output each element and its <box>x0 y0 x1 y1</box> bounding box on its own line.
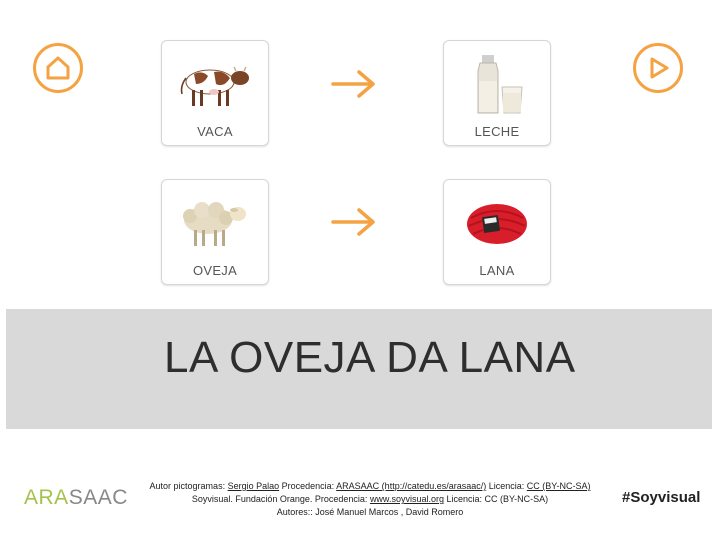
arasaac-logo <box>24 486 128 510</box>
credit-label: Licencia: CC (BY-NC-SA) <box>443 494 549 504</box>
home-button[interactable] <box>33 43 83 93</box>
play-icon <box>644 54 672 82</box>
milk-icon <box>452 51 542 117</box>
arrow-right-icon <box>331 69 377 99</box>
credit-label: Procedencia: <box>279 481 337 491</box>
license-link[interactable]: CC (BY-NC-SA) <box>526 481 591 491</box>
soyvisual-logo: #Soyvisual <box>622 489 701 506</box>
source-link[interactable]: ARASAAC (http://catedu.es/arasaac/) <box>336 481 487 491</box>
credit-label: Soyvisual. Fundación Orange. Procedencia: <box>191 494 370 504</box>
card-label-oveja: OVEJA <box>192 263 238 278</box>
home-icon <box>44 54 72 82</box>
cow-icon <box>170 51 260 117</box>
sentence-banner <box>6 309 712 429</box>
card-label-leche: LECHE <box>474 124 520 139</box>
credit-label: Autor pictogramas: <box>149 481 228 491</box>
card-label-lana: LANA <box>479 263 515 278</box>
author-link[interactable]: Sergio Palao <box>227 481 280 491</box>
sentence-text: LA OVEJA DA LANA <box>164 333 576 382</box>
credits-line-3: Autores:: José Manuel Marcos , David Romero <box>276 507 464 517</box>
card-leche[interactable] <box>443 40 551 146</box>
soyvisual-site-link[interactable]: www.soyvisual.org <box>369 494 444 504</box>
card-label-vaca: VACA <box>197 124 233 139</box>
card-vaca[interactable] <box>161 40 269 146</box>
arasaac-logo-part1: ARA <box>24 486 69 509</box>
credits-line-2 <box>120 493 620 506</box>
yarn-icon <box>452 190 542 256</box>
play-button[interactable] <box>633 43 683 93</box>
sheep-icon <box>170 190 260 256</box>
card-oveja[interactable] <box>161 179 269 285</box>
card-lana[interactable] <box>443 179 551 285</box>
arrow-right-icon <box>331 207 377 237</box>
arasaac-logo-part2: SAAC <box>68 486 128 509</box>
credits-line-1 <box>120 480 620 493</box>
credits-text <box>120 480 620 519</box>
credit-label: Licencia: <box>486 481 527 491</box>
